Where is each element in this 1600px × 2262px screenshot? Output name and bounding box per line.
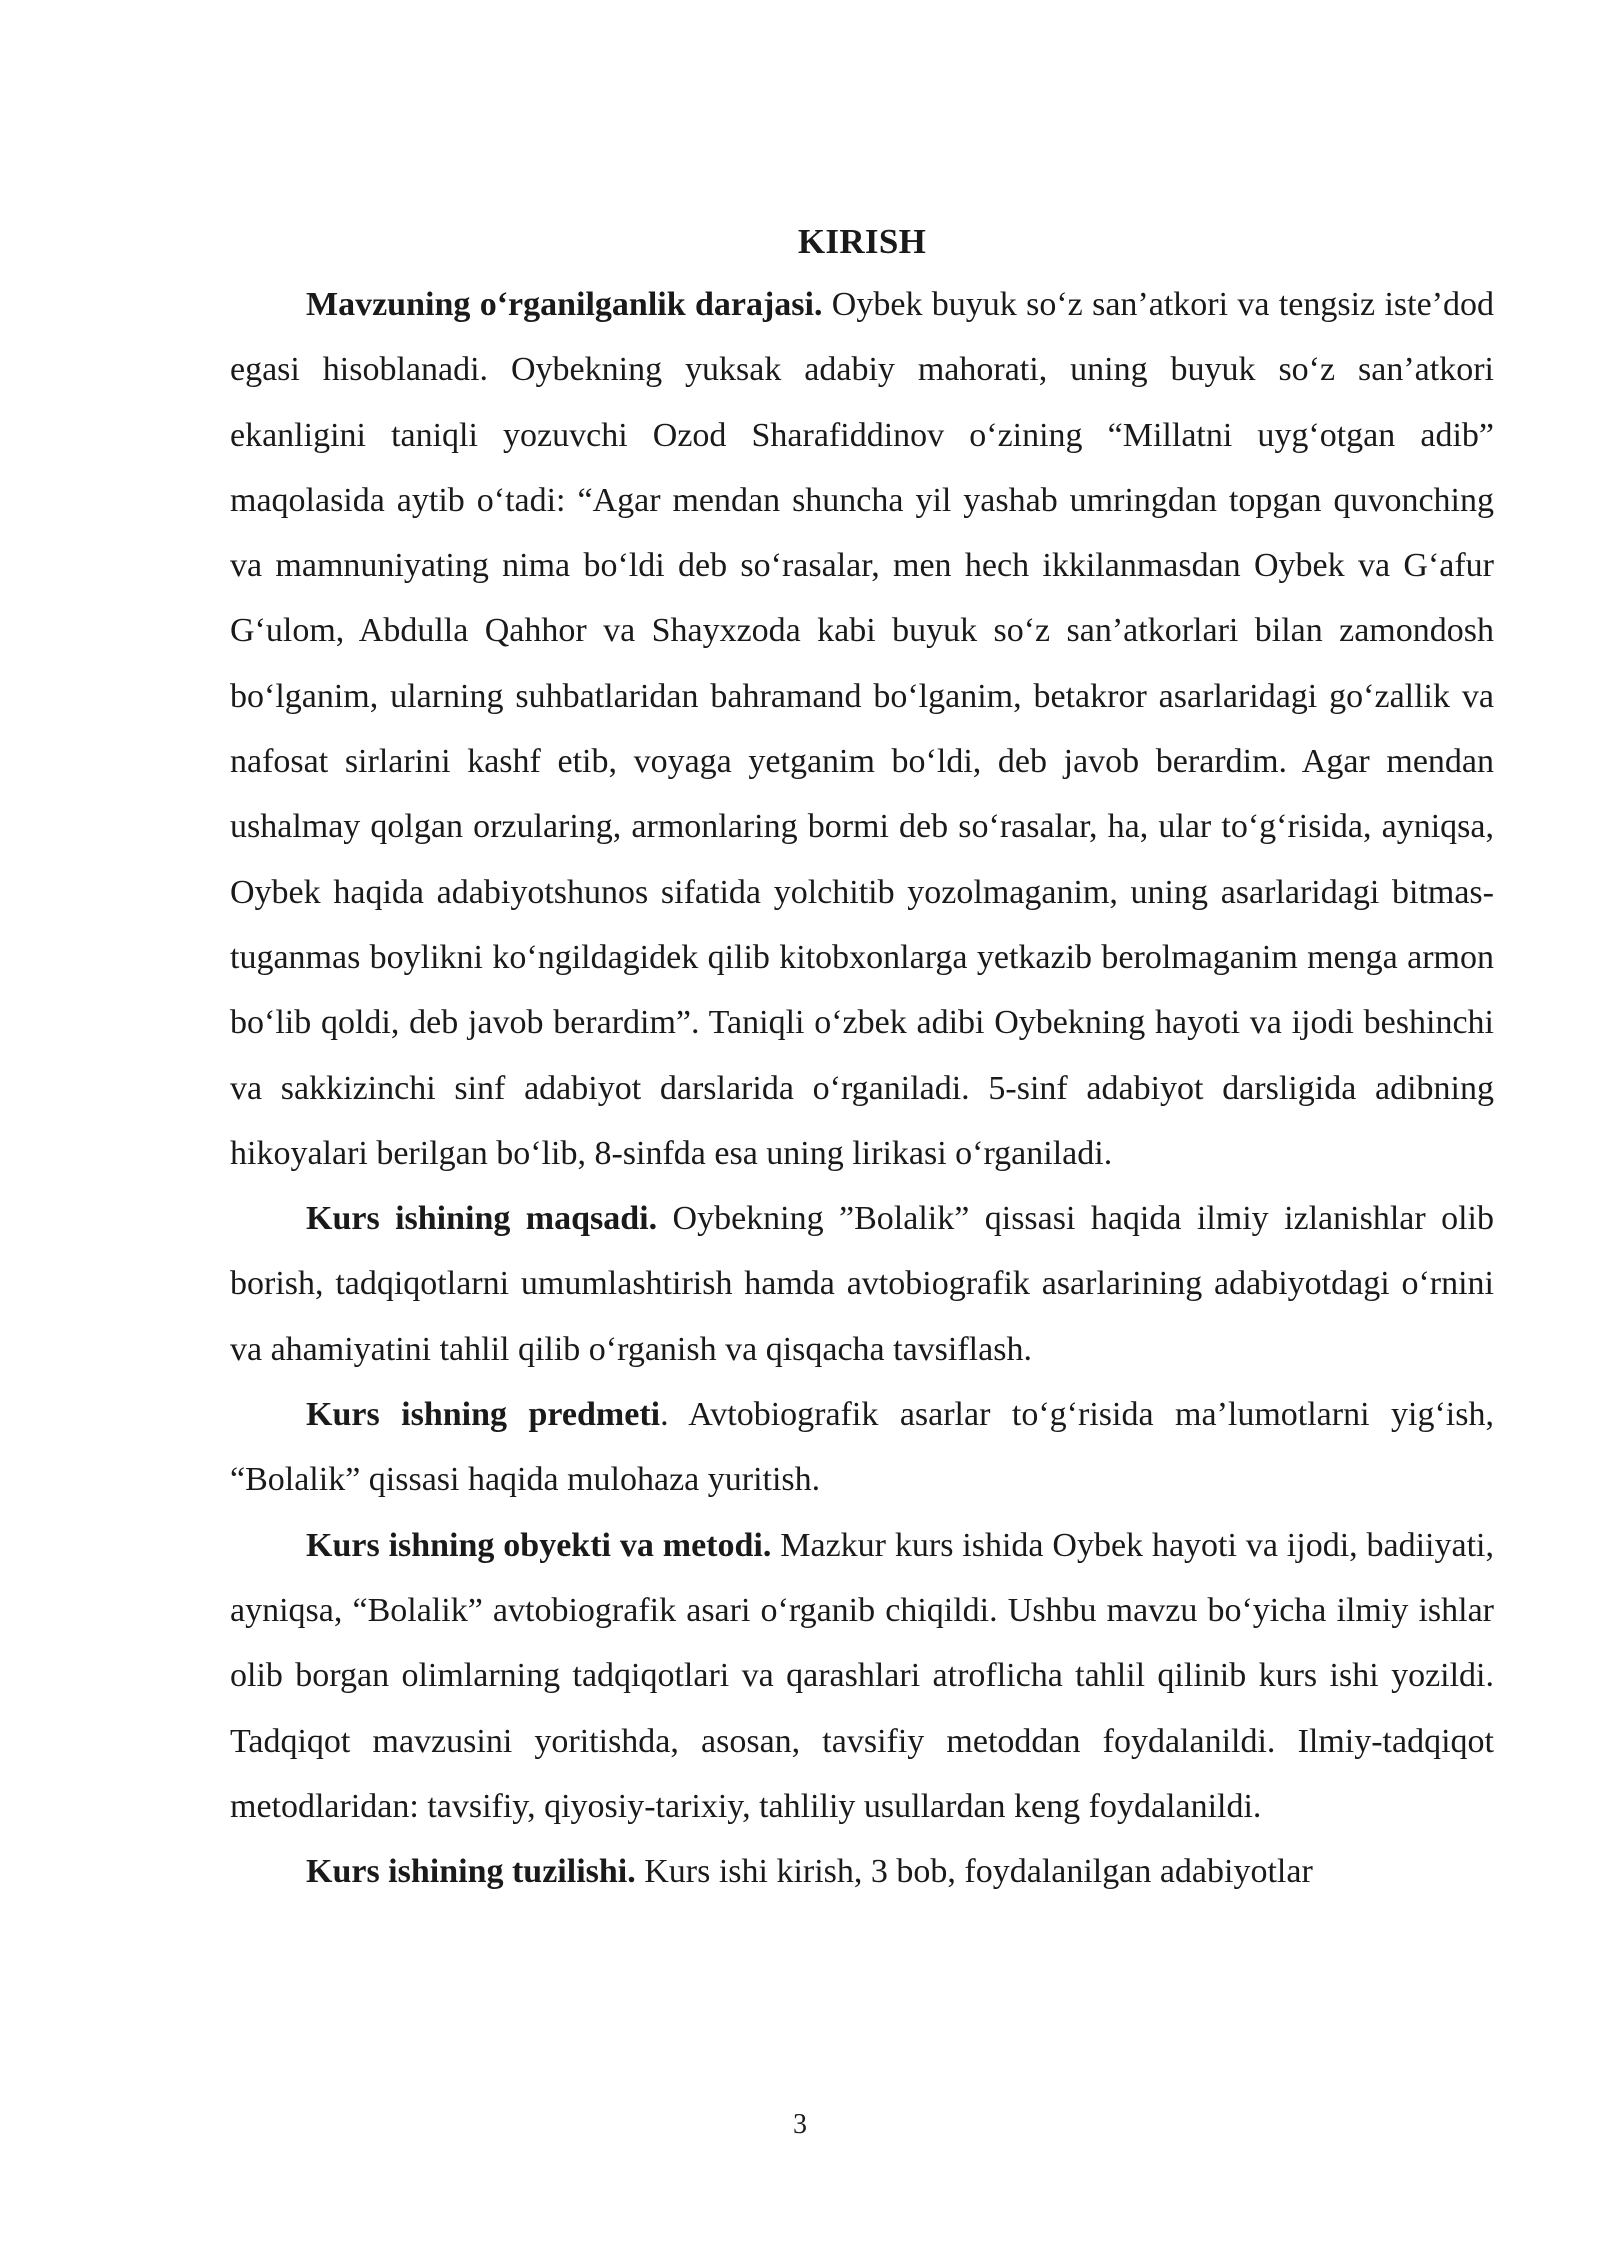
paragraph-lead: Kurs ishning obyekti va metodi. — [306, 1526, 772, 1564]
paragraph-course-structure — [230, 1839, 1494, 1904]
paragraph-text: Kurs ishi kirish, 3 bob, foydalanilgan adabiyotlar — [635, 1853, 1313, 1891]
paragraph-text: . Avtobiografik asarlar to‘g‘risida ma’lumotlarni yig‘ish, “Bolalik” qissasi haqida mulohaza yuritish. — [230, 1396, 1494, 1499]
paragraph-lead: Kurs ishining maqsadi. — [306, 1200, 658, 1238]
paragraph-course-object-method — [230, 1513, 1494, 1839]
paragraph-text: Oybek buyuk so‘z san’atkori va tengsiz iste’dod egasi hisoblanadi. Oybekning yuksak adabiy mahorati, uning buyuk so‘z san’atkori ekanligini taniqli yozuvchi Ozod Sharafiddinov o‘zining “Millatni uyg‘otgan adib” maqolasida aytib o‘tadi: “Agar mendan shuncha yil yashab umringdan topgan quvonching va mamnuniyating nima bo‘ldi deb so‘rasalar, men hech ikkilanmasdan Oybek va G‘afur G‘ulom, Abdulla Qahhor va Shayxzoda kabi buyuk so‘z san’atkorlari bilan zamondosh bo‘lganim, ularning suhbatlaridan bahramand bo‘lganim, betakror asarlaridagi go‘zallik va nafosat sirlarini kashf etib, voyaga yetganim bo‘ldi, deb javob berardim. Agar mendan ushalmay qolgan orzularing, armonlaring bormi deb so‘rasalar, ha, ular to‘g‘risida, ayniqsa, Oybek haqida adabiyotshunos sifatida yolchitib yozolmaganim, uning asarlaridagi bitmastuganmas boylikni ko‘ngildagidek qilib kitobxonlarga yetkazib berolmaganim menga armon bo‘lib qoldi, deb javob berardim”. Taniqli o‘zbek adibi Oybekning hayoti va ijodi beshinchi va sakkizinchi sinf adabiyot darslarida o‘rganiladi. 5-sinf adabiyot darsligida adibning hikoyalari berilgan bo‘lib, 8-sinfda esa uning lirikasi o‘rganiladi. — [230, 286, 1494, 1172]
paragraph-text: Mazkur kurs ishida Oybek hayoti va ijodi, badiiyati, ayniqsa, “Bolalik” avtobiografik asari o‘rganib chiqildi. Ushbu mavzu bo‘yicha ilmiy ishlar olib borgan olimlarning tadqiqotlari va qarashlari atroflicha tahlil qilinib kurs ishi yozildi. Tadqiqot mavzusini yoritishda, asosan, tavsifiy metoddan foydalanildi. Ilmiy-tadqiqot metodlaridan: tavsifiy, qiyosiy-tarixiy, tahliliy usullardan keng foydalanildi. — [230, 1526, 1494, 1825]
page-content — [230, 212, 1494, 1904]
paragraph-course-subject — [230, 1382, 1494, 1513]
paragraph-research-level — [230, 272, 1494, 1186]
page-title: KIRISH — [797, 222, 927, 261]
paragraph-lead: Mavzuning o‘rganilganlik darajasi. — [306, 286, 823, 323]
paragraph-lead: Kurs ishining tuzilishi. — [306, 1853, 636, 1891]
paragraph-text: Oybekning ”Bolalik” qissasi haqida ilmiy izlanishlar olib borish, tadqiqotlarni umumlashtirish hamda avtobiografik asarlarining adabiyotdagi o‘rnini va ahamiyatini tahlil qilib o‘rganish va qisqacha tavsiflash. — [230, 1200, 1494, 1368]
paragraph-course-goal — [230, 1186, 1494, 1382]
page-number: 3 — [793, 2109, 807, 2140]
paragraph-lead: Kurs ishning predmeti — [306, 1396, 661, 1434]
